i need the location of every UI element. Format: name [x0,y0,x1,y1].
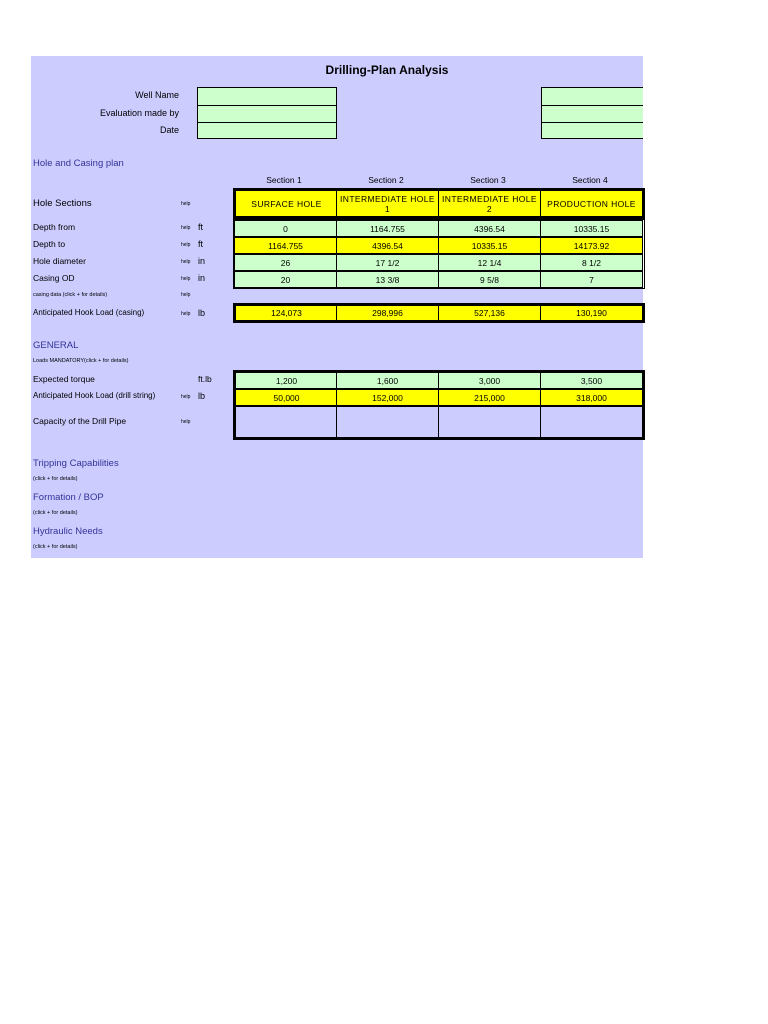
torque-label: Expected torque [33,374,95,384]
unit-label: lb [198,308,206,318]
table-cell[interactable]: 50,000 [235,389,338,406]
unit-label: ft.lb [198,374,212,384]
tripping-note[interactable]: (click + for details) [33,476,78,482]
hole-sections-row [233,188,645,219]
hole-section-cell[interactable]: INTERMEDIATE HOLE 1 [336,190,439,217]
help-link[interactable]: help [181,292,191,298]
tripping-title: Tripping Capabilities [33,458,119,469]
hole-casing-title: Hole and Casing plan [33,158,124,169]
hole-sections-label: Hole Sections [33,198,92,209]
sheet-title: Drilling-Plan Analysis [325,63,449,77]
hook-load-drill-label: Anticipated Hook Load (drill string) [33,391,156,400]
table-cell[interactable]: 318,000 [540,389,643,406]
hydraulic-note[interactable]: (click + for details) [33,544,78,550]
table-cell[interactable]: 1164.755 [234,237,337,254]
help-link[interactable]: help [181,242,191,248]
spreadsheet-sheet [31,56,643,558]
table-cell[interactable]: 20 [234,271,337,288]
capacity-cell[interactable] [336,406,439,438]
table-cell[interactable]: 13 3/8 [336,271,439,288]
hydraulic-title: Hydraulic Needs [33,526,103,537]
table-cell[interactable]: 130,190 [540,305,643,321]
table-cell[interactable]: 4396.54 [438,220,541,237]
section-1-header: Section 1 [266,175,302,185]
formation-bop-note[interactable]: (click + for details) [33,510,78,516]
date-input[interactable] [198,123,336,138]
row-label: Hole diameter [33,256,86,266]
table-cell[interactable]: 9 5/8 [438,271,541,288]
hook-load-casing-row [233,303,645,323]
evaluation-by-input-right[interactable] [542,106,643,123]
row-label: Casing OD [33,273,75,283]
general-title: GENERAL [33,340,79,351]
well-name-input-right[interactable] [542,88,643,106]
table-cell[interactable]: 10335.15 [540,220,643,237]
row-label: Depth from [33,222,76,232]
table-cell[interactable]: 8 1/2 [540,254,643,271]
help-link[interactable]: help [181,276,191,282]
table-cell[interactable]: 1164.755 [336,220,439,237]
meta-input-group-right [541,87,643,139]
table-cell[interactable]: 4396.54 [336,237,439,254]
table-cell[interactable]: 3,500 [540,372,643,389]
date-label: Date [159,125,179,135]
table-cell[interactable]: 7 [540,271,643,288]
help-link[interactable]: help [181,259,191,265]
general-table [233,370,645,440]
table-cell[interactable]: 12 1/4 [438,254,541,271]
table-cell[interactable]: 215,000 [438,389,541,406]
unit-label: ft [198,239,204,249]
help-link[interactable]: help [181,311,191,317]
hole-section-cell[interactable]: SURFACE HOLE [235,190,338,217]
capacity-cell[interactable] [540,406,643,438]
help-link[interactable]: help [181,394,191,400]
table-cell[interactable]: 298,996 [336,305,439,321]
well-name-label: Well Name [135,90,179,100]
unit-label: lb [198,391,206,401]
table-cell[interactable]: 3,000 [438,372,541,389]
help-link[interactable]: help [181,201,191,207]
table-cell[interactable]: 1,200 [235,372,338,389]
unit-label: ft [198,222,204,232]
section-3-header: Section 3 [470,175,506,185]
row-label: Depth to [33,239,66,249]
table-cell[interactable]: 14173.92 [540,237,643,254]
hole-section-cell[interactable]: INTERMEDIATE HOLE 2 [438,190,541,217]
table-cell[interactable]: 10335.15 [438,237,541,254]
help-link[interactable]: help [181,419,191,425]
table-cell[interactable]: 1,600 [336,372,439,389]
capacity-cell[interactable] [438,406,541,438]
table-cell[interactable]: 152,000 [336,389,439,406]
section-2-header: Section 2 [368,175,404,185]
capacity-label: Capacity of the Drill Pipe [33,416,127,426]
table-cell[interactable]: 527,136 [438,305,541,321]
meta-input-group-left [197,87,337,139]
table-cell[interactable]: 124,073 [235,305,338,321]
hook-load-casing-label: Anticipated Hook Load (casing) [33,308,145,317]
well-name-input[interactable] [198,88,336,106]
hole-section-cell[interactable]: PRODUCTION HOLE [540,190,643,217]
evaluation-by-label: Evaluation made by [99,108,179,118]
formation-bop-title: Formation / BOP [33,492,104,503]
hole-casing-table [233,219,645,289]
table-cell[interactable]: 26 [234,254,337,271]
casing-data-note[interactable]: casing data (click + for details) [33,292,108,298]
unit-label: in [198,273,206,283]
loads-note[interactable]: Loads MANDATORY(click + for details) [33,358,129,364]
table-cell[interactable]: 17 1/2 [336,254,439,271]
evaluation-by-input[interactable] [198,106,336,123]
help-link[interactable]: help [181,225,191,231]
section-4-header: Section 4 [572,175,608,185]
capacity-cell[interactable] [235,406,338,438]
table-cell[interactable]: 0 [234,220,337,237]
date-input-right[interactable] [542,123,643,138]
unit-label: in [198,256,206,266]
